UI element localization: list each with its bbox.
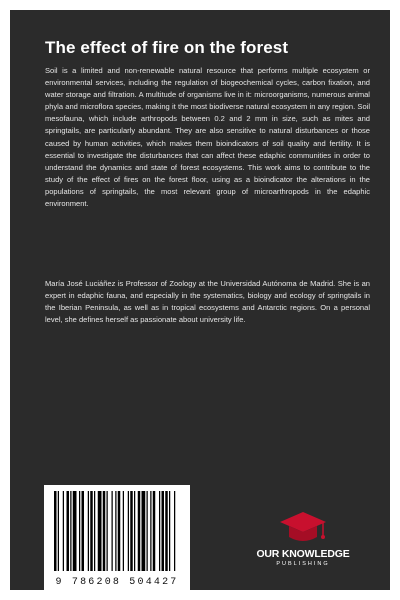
book-title: The effect of fire on the forest [45, 38, 289, 57]
publisher-subtitle: PUBLISHING [276, 561, 330, 567]
isbn-digits: 9 786208 504427 [55, 577, 179, 588]
back-cover [10, 10, 390, 590]
publisher-logo [248, 510, 358, 567]
author-bio: María José Luciáñez is Professor of Zoology at the Universidad Autónoma de Madrid. She is an expert in edaphic fauna, and especially in the systematics, biology and ecology of springtails in the Iberian Peninsula, as well as in tropical ecosystems and Antarctic regions. On a personal level, she defines herself as passionate about university life. [45, 279, 370, 325]
publisher-name: OUR KNOWLEDGE [256, 548, 350, 560]
isbn-barcode [44, 485, 190, 590]
graduation-cap-icon [279, 510, 327, 546]
barcode-bars [44, 485, 190, 573]
book-abstract: Soil is a limited and non-renewable natural resource that performs multiple ecosystem or environmental services, including the regulation of biogeochemical cycles, carbon fixation, and water storage and filtration. A multitude of organisms live in it: microorganisms, numerous animal phyla and microflora species, making it the most biodiverse natural ecosystem in any region. Soil mesofauna, which include arthropods between 0.2 and 2 mm in size, such as mites and springtails, are particularly abundant. They are also sensitive to natural disturbances or those caused by human activities, which makes them bioindicators of soil quality and fertility. It is essential to investigate the disturbances that can affect these edaphic communities in order to understand the dynamics and state of forest ecosystems. This work aims to contribute to the study of the effect of fires on the forest floor, using as a bioindicator the alterations in the populations of springtails, the most relevant group of microarthropods in the edaphic environment. [45, 66, 370, 209]
